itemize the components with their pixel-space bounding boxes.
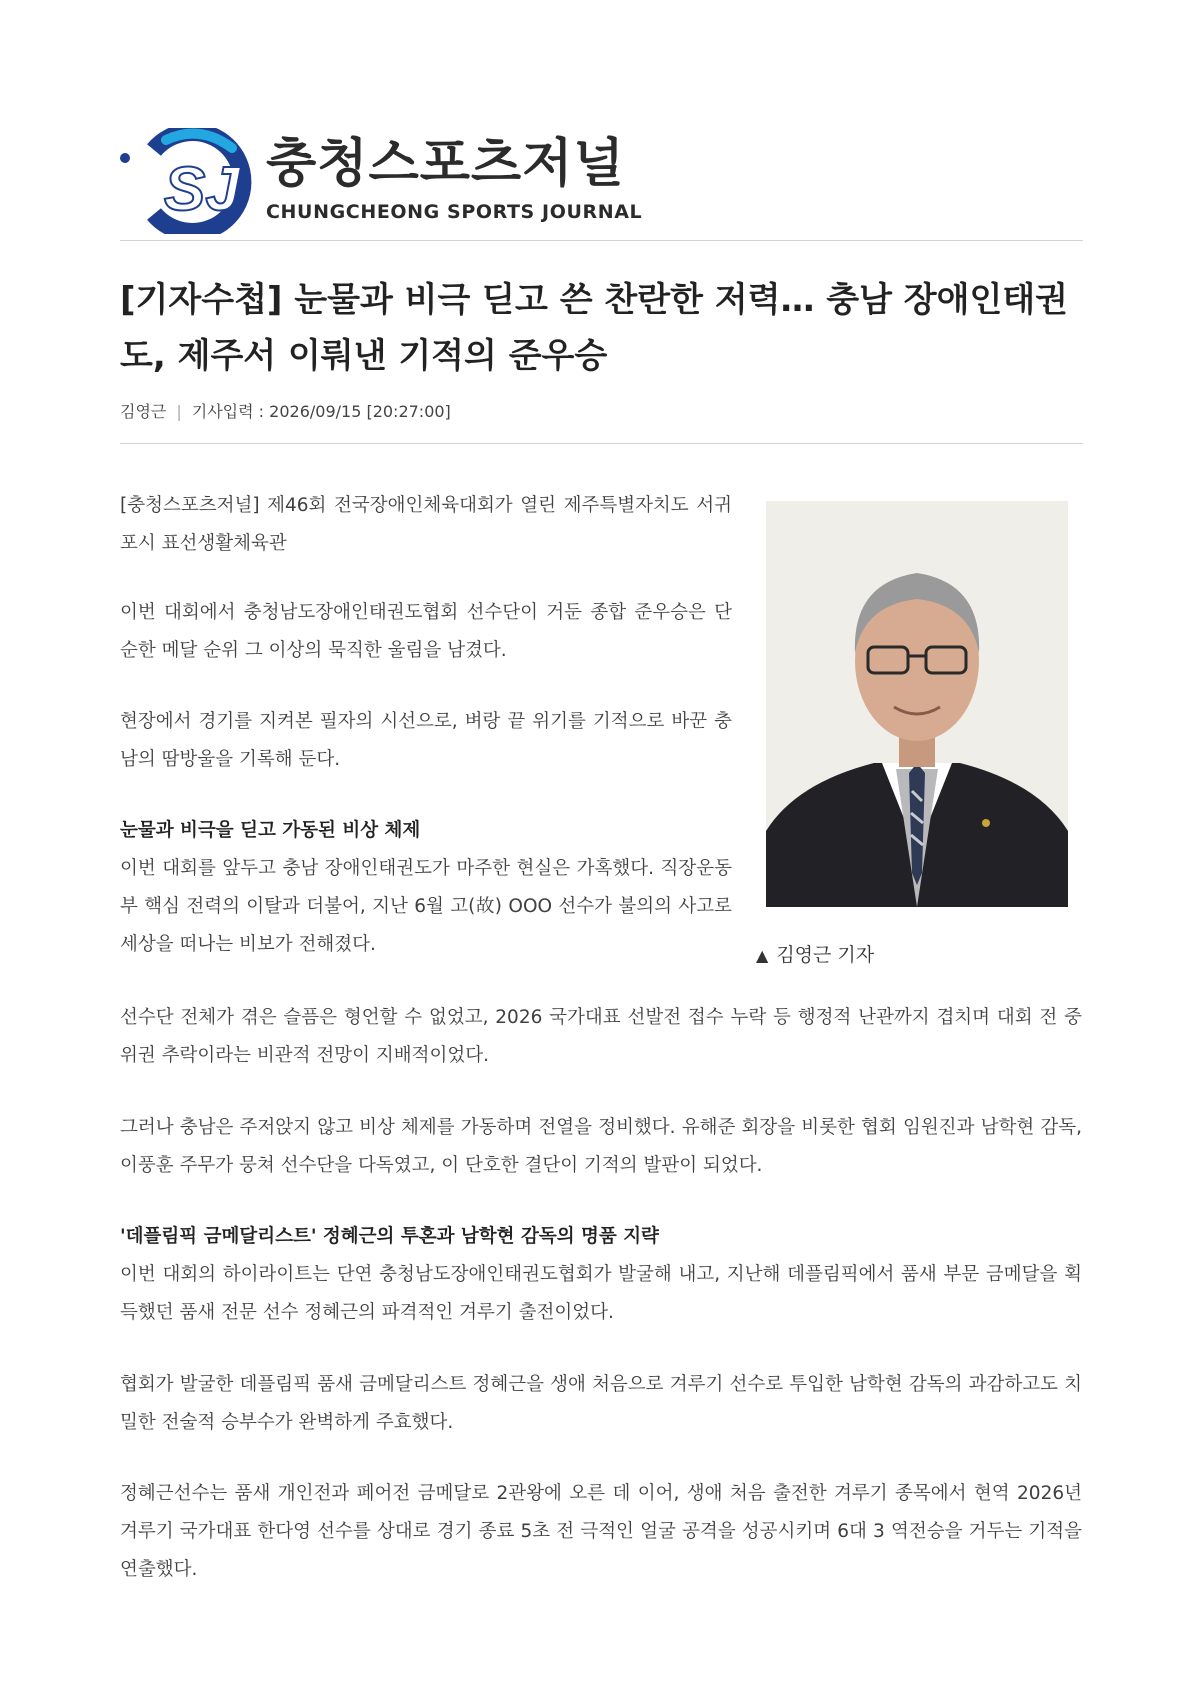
masthead-title-en: CHUNGCHEONG SPORTS JOURNAL (266, 201, 643, 223)
article-paragraph: 정혜근선수는 품새 개인전과 페어전 금메달로 2관왕에 오른 데 이어, 생애 처음 출전한 겨루기 종목에서 현역 2026년 겨루기 국가대표 한다영 선수를 상대로 경기 종료 5초 전 극적인 얼굴 공격을 성공시키며 6대 3 역전승을 거두는 기적을 연출했다. (120, 1483, 1082, 1580)
article-paragraph: 현장에서 경기를 지켜본 필자의 시선으로, 벼랑 끝 위기를 기적으로 바꾼 충남의 땀방울을 기록해 둔다. (120, 711, 732, 770)
byline-separator: | (176, 402, 182, 421)
sj-logo-icon (120, 128, 252, 234)
masthead-title-ko: 충청스포츠저널 (266, 134, 625, 194)
section-subheading: '데플림픽 금메달리스트' 정혜근의 투혼과 남학현 감독의 명품 지략 (120, 1226, 659, 1247)
photo-caption (756, 941, 874, 970)
article-paragraph: 이번 대회에서 충청남도장애인태권도협회 선수단이 거둔 종합 준우승은 단순한 메달 순위 그 이상의 묵직한 울림을 남겼다. (120, 602, 732, 661)
masthead[interactable] (120, 128, 680, 234)
byline (120, 400, 451, 424)
reporter-photo (766, 501, 1068, 907)
article-paragraph: 선수단 전체가 겪은 슬픔은 형언할 수 없었고, 2026 국가대표 선발전 접수 누락 등 행정적 난관까지 겹치며 대회 전 중위권 추락이라는 비관적 전망이 지배적이었다. (120, 1007, 1082, 1066)
section-subheading: 눈물과 비극을 딛고 가동된 비상 체제 (120, 820, 421, 841)
article-paragraph: 이번 대회를 앞두고 충남 장애인태권도가 마주한 현실은 가혹했다. 직장운동부 핵심 전력의 이탈과 더불어, 지난 6월 고(故) OOO 선수가 불의의 사고로 세상을 떠나는 비보가 전해졌다. (120, 858, 732, 955)
published-date: 기사입력 : 2026/09/15 [20:27:00] (191, 402, 451, 421)
logo-letters: SJ (164, 155, 240, 224)
byline-divider (120, 443, 1083, 444)
article-paragraph: [충청스포츠저널] 제46회 전국장애인체육대회가 열린 제주특별자치도 서귀포시 표선생활체육관 (120, 495, 732, 554)
author-name[interactable]: 김영근 (120, 402, 167, 421)
article-paragraph: 그러나 충남은 주저앉지 않고 비상 체제를 가동하며 전열을 정비했다. 유해준 회장을 비롯한 협회 임원진과 남학현 감독, 이풍훈 주무가 뭉쳐 선수단을 다독였고, 이 단호한 결단이 기적의 발판이 되었다. (120, 1117, 1082, 1176)
header-divider (120, 240, 1083, 241)
article-paragraph: 협회가 발굴한 데플림픽 품새 금메달리스트 정혜근을 생애 처음으로 겨루기 선수로 투입한 남학현 감독의 과감하고도 치밀한 전술적 승부수가 완벽하게 주효했다. (120, 1374, 1082, 1433)
reporter-portrait-image (766, 501, 1068, 907)
article-headline: [기자수첩] 눈물과 비극 딛고 쓴 찬란한 저력… 충남 장애인태권도, 제주서 이뤄낸 기적의 준우승 (120, 280, 1069, 376)
article-paragraph: 이번 대회의 하이라이트는 단연 충청남도장애인태권도협회가 발굴해 내고, 지난해 데플림픽에서 품새 부문 금메달을 획득했던 품새 전문 선수 정혜근의 파격적인 겨루기 출전이었다. (120, 1264, 1082, 1323)
caption-text: 김영근 기자 (776, 944, 875, 966)
caption-triangle-icon: ▲ (756, 946, 769, 965)
